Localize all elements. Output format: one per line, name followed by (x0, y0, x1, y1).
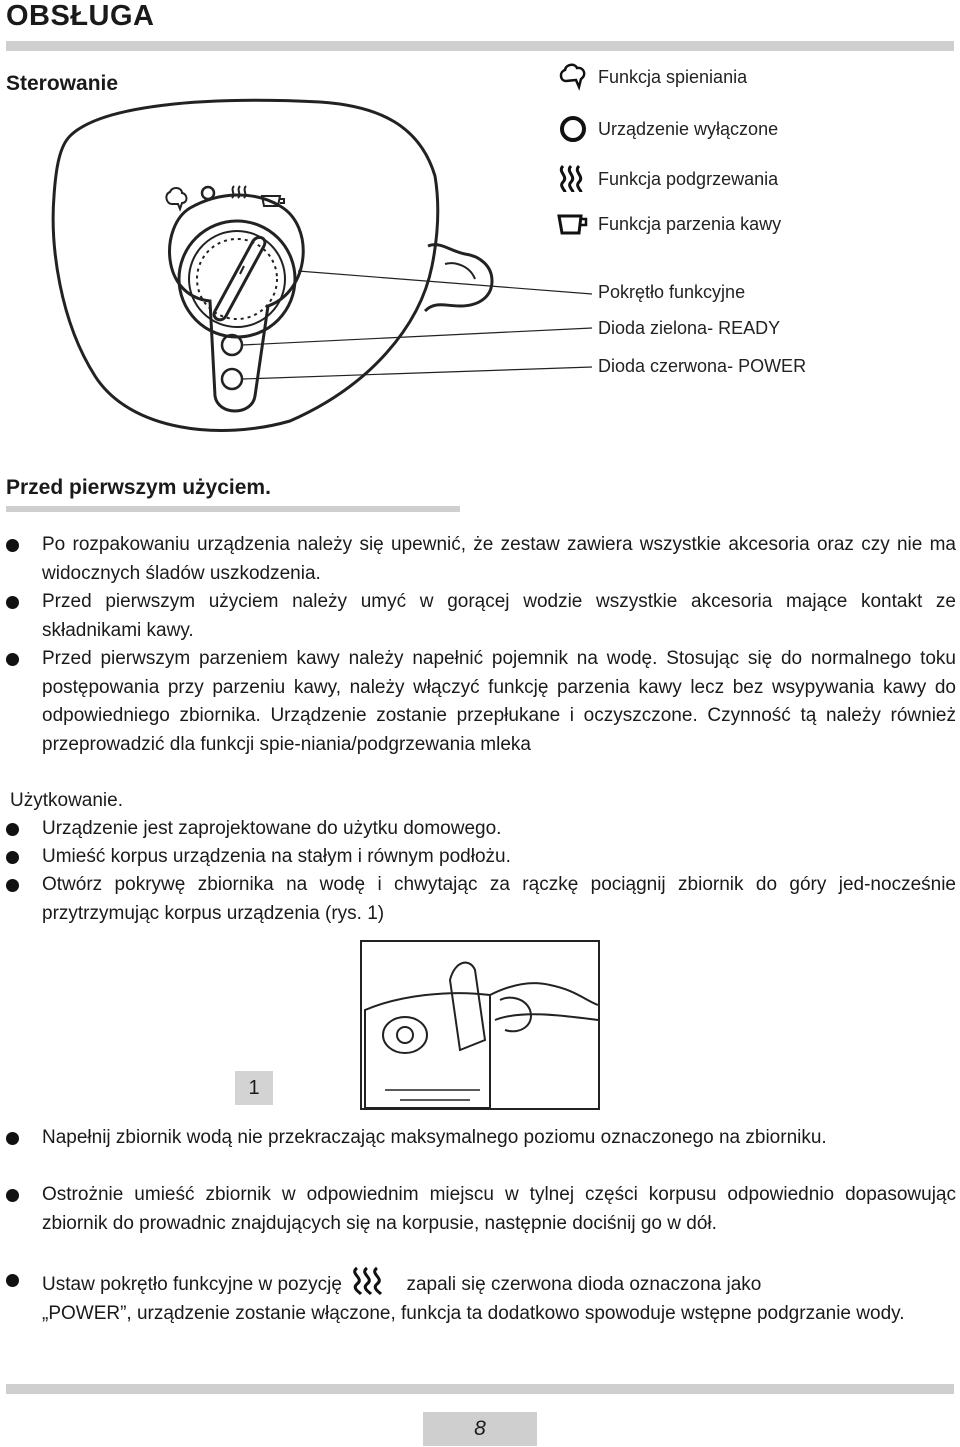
steam-icon (556, 162, 590, 196)
legend-label-off: Urządzenie wyłączone (598, 118, 779, 139)
bullet-dot (6, 1274, 19, 1287)
callout-red-led: Dioda czerwona- POWER (598, 356, 807, 376)
figure-number-label: 1 (235, 1071, 273, 1105)
bullet-dot (6, 851, 19, 864)
legend-item-heating (556, 162, 778, 196)
section-divider (6, 506, 460, 512)
list-item-text: zapali się czerwona dioda oznaczona jako (406, 1274, 762, 1295)
header-divider (6, 41, 954, 51)
bullet-dot (6, 539, 19, 552)
section-heading-controls: Sterowanie (6, 72, 119, 95)
figure-tank-removal (360, 940, 600, 1110)
legend-item-frothing (556, 60, 747, 94)
steam-icon (349, 1266, 393, 1292)
legend-label-coffee: Funkcja parzenia kawy (598, 213, 782, 234)
section-heading-before-first-use: Przed pierwszym użyciem. (6, 476, 271, 499)
bullet-dot (6, 653, 19, 666)
callout-function-knob: Pokrętło funkcyjne (598, 282, 746, 302)
legend-item-coffee (556, 207, 781, 241)
legend-label-frothing: Funkcja spieniania (598, 66, 748, 87)
legend-item-off (556, 112, 778, 146)
bullet-dot (6, 1189, 19, 1202)
list-item-text: „POWER”, urządzenie zostanie włączone, funkcja ta dodatkowo spowoduje wstępne podgrzanie wody. (42, 1302, 905, 1324)
bullet-dot (6, 596, 19, 609)
cup-icon (556, 207, 590, 241)
bullet-dot (6, 1132, 19, 1145)
callout-green-led: Dioda zielona- READY (598, 318, 781, 338)
off-circle-icon (556, 112, 590, 146)
legend-label-heating: Funkcja podgrzewania (598, 168, 779, 189)
page-number: 8 (423, 1412, 537, 1446)
bullet-dot (6, 823, 19, 836)
froth-icon (556, 60, 590, 94)
list-item-text: Ustaw pokrętło funkcyjne w pozycję (42, 1274, 342, 1295)
bullet-dot (6, 879, 19, 892)
footer-divider (6, 1384, 954, 1394)
page-title: OBSŁUGA (6, 0, 155, 32)
section-heading-usage: Użytkowanie. (10, 790, 123, 811)
appliance-control-diagram (40, 96, 600, 441)
